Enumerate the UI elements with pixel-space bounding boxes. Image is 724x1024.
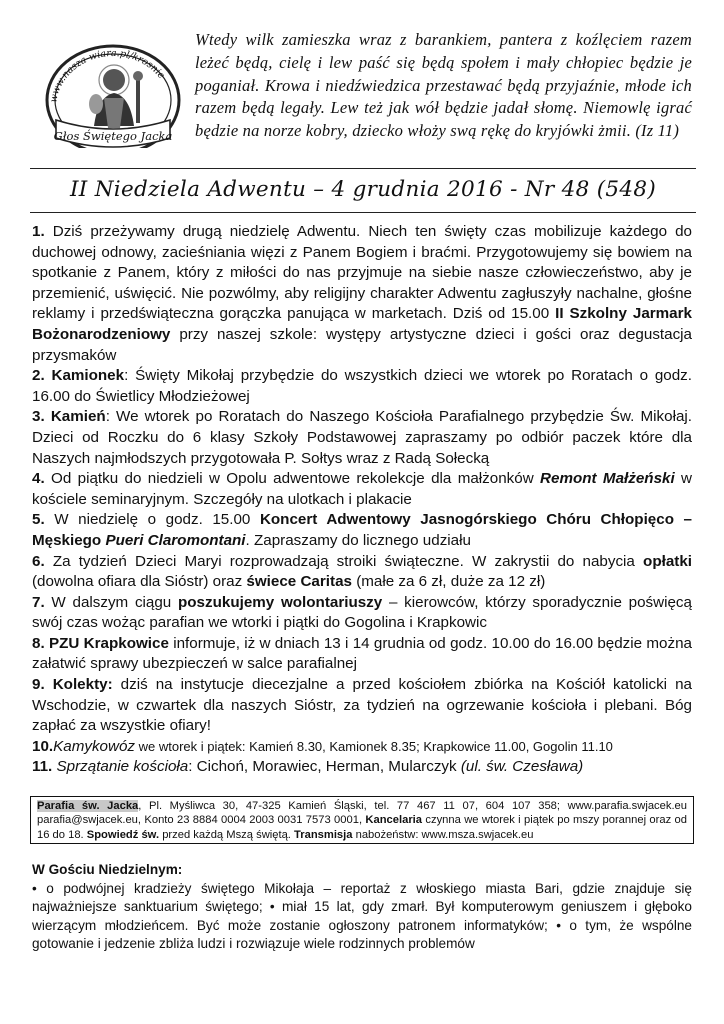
divider-top	[30, 168, 696, 169]
item-text: – kierowców, którzy sporadycznie poświęcą swój czas wożąc parafian we wtorki i piątki do Gogolina i Krapkowic	[32, 593, 692, 632]
logo-banner-text: Głos Świętego Jacka	[53, 129, 173, 143]
item-highlight: Kolekty:	[52, 676, 113, 694]
item-highlight: świece Caritas	[246, 573, 352, 591]
item-text: Od piątku do niedzieli w Opolu adwentowe rekolekcje dla małżonków	[51, 470, 541, 488]
item-text: W niedzielę o godz. 15.00	[54, 511, 260, 529]
scripture-quote: Wtedy wilk zamieszka wraz z barankiem, pantera z koźlęciem razem leżeć będą, cielę i lew paść się będą społem i mały chłopiec będzie je poganiał. Krowa i niedźwiedzica przestawać będą przyjaźnie, młode ich razem będą legały. Lew też jak wół będzie jadał słomę. Niemowlę igrać będzie na norze kobry, dziecko włoży swą rękę do kryjówki żmii. (Iz 11)	[195, 30, 692, 141]
item-number: 1.	[32, 223, 45, 240]
logo-emblem-icon	[38, 38, 188, 148]
item-text: informuje, iż w dniach 13 i 14 grudnia od godz. 10.00 do 16.00 będzie można załatwić sprawy ubezpieczeń w salce parafialnej	[32, 634, 692, 673]
announcement-item	[32, 737, 692, 758]
item-highlight: opłatki	[643, 552, 692, 570]
item-number: 10.	[32, 737, 54, 755]
item-number: 6.	[32, 552, 45, 570]
item-highlight: Kamionek	[51, 367, 125, 385]
confession-label: Spowiedź św.	[86, 828, 160, 841]
item-highlight: Koncert Adwentowy Jasnogórskiego Chóru Chłopięco – Męskiego	[32, 511, 692, 549]
announcement-item	[32, 675, 692, 737]
parish-name: Parafia św. Jacka	[37, 800, 139, 812]
office-hours: czynna we wtorek i piątek po mszy porannej oraz od 16 do 18.	[37, 814, 687, 841]
item-highlight: Remont Małżeński	[540, 470, 675, 488]
item-number: 7.	[32, 593, 45, 611]
item-text: dziś na instytucje diecezjalne a przed kościołem zbiórka na Kościół katolicki na Wschodzie, w czwartek dla naszych Sióstr, za tydzień na ogrzewanie kościoła i plebani. Bóg zapłać za wszystkie ofiary!	[32, 676, 692, 735]
item-text: Za tydzień Dzieci Maryi rozprowadzają stroiki świąteczne. W zakrystii do nabycia	[52, 552, 644, 570]
item-highlight: poszukujemy wolontariuszy	[178, 593, 383, 611]
item-text: W dalszym ciągu	[51, 593, 178, 611]
item-number: 11.	[32, 758, 53, 776]
item-text: w kościele seminaryjnym. Szczegóły na ulotkach i plakacie	[32, 470, 693, 508]
item-text: przy naszej szkole: występy artystyczne dzieci i gości oraz degustacja przysmaków	[32, 325, 692, 364]
guest-text: • o podwójnej kradzieży świętego Mikołaja – reportaż z włoskiego miasta Bari, gdzie znajduje się najważniejsze sanktuarium świętego; • miał 15 lat, gdy zmarł. Był komputerowym geniuszem i głęboko wierzącym młodzieńcem. Być może zostanie ogłoszony patronem informatyków; • o tym, że wspólne gotowanie i jedzenie zbliża ludzi i rozwiązuje wiele rodzinnych problemów	[32, 880, 692, 951]
item-highlight: Kamykowóz	[53, 737, 135, 755]
item-number: 3.	[32, 408, 45, 426]
item-text: (małe za 6 zł, duże za 12 zł)	[351, 573, 546, 591]
announcement-item	[32, 222, 692, 366]
item-text: : We wtorek po Roratach do Naszego Kościoła Parafialnego przybędzie Św. Mikołaj. Dzieci od Roczku do 6 klasy Szkoły Podstawowej zapraszamy po odbiór paczek które dla Naszych najmłodszych przygotowała P. Sołtys wraz z Radą Sołecką	[32, 408, 692, 467]
announcement-item	[32, 593, 692, 634]
item-text: : Święty Mikołaj przybędzie do wszystkich dzieci we wtorek po Roratach o godz. 16.00 do Świetlicy Młodzieżowej	[32, 367, 692, 405]
stream-label: Transmisja	[294, 828, 353, 841]
parish-address: , Pl. Myśliwca 30, 47-325 Kamień Śląski, tel. 77 467 11 07, 604 107 358; www.parafia.swjacek.eu parafia@swjacek.eu, Konto 23 8884 0004 2003 0031 7573 0001,	[37, 800, 687, 827]
item-text: : Cichoń, Morawiec, Herman, Mularczyk	[188, 758, 461, 776]
item-highlight: Pueri Claromontani	[105, 531, 246, 549]
item-text: we wtorek i piątek: Kamień 8.30, Kamionek 8.35; Krapkowice 11.00, Gogolin 11.10	[135, 738, 613, 754]
announcement-item	[32, 552, 692, 593]
item-text: Dziś przeżywamy drugą niedzielę Adwentu. Niech ten święty czas mobilizuje każdego do duchowej odnowy, zacieśniania więzi z Panem Bogiem i braćmi. Przygotowujemy się bowiem na spotkanie z Panem, który z miłości do nas przyjmuje na siebie nasze człowieczeństwo, aby je przemienić, uświęcić. Nie pozwólmy, aby religijny charakter Adwentu zagłuszyły nachalne, głośne reklamy i przedświąteczna gorączka panująca w marketach. Dziś od 15.00	[32, 223, 692, 323]
item-highlight: Sprzątanie kościoła	[56, 758, 189, 776]
bulletin-title: II Niedziela Adwentu – 4 grudnia 2016 - Nr 48 (548)	[69, 177, 657, 202]
item-number: 9.	[32, 676, 45, 694]
item-number: 2.	[32, 367, 45, 385]
announcements-list	[32, 222, 692, 778]
stream-info: nabożeństw: www.msza.swjacek.eu	[352, 828, 534, 841]
office-label: Kancelaria	[365, 814, 423, 827]
announcement-item	[32, 757, 692, 778]
announcement-item	[32, 366, 692, 407]
announcement-item	[32, 510, 692, 551]
parish-logo	[38, 38, 188, 148]
item-highlight: PZU Krapkowice	[48, 634, 169, 652]
item-number: 4.	[32, 470, 45, 488]
announcement-item	[32, 469, 692, 510]
logo-arc-text: www.nasza-wiara.pl/krosnie	[48, 47, 167, 104]
guest-section	[32, 861, 692, 954]
divider-middle	[30, 212, 696, 213]
item-highlight: (ul. św. Czesława)	[460, 758, 584, 776]
item-highlight: Kamień	[50, 408, 106, 426]
announcement-item	[32, 634, 692, 675]
item-highlight: II Szkolny Jarmark Bożonarodzeniowy	[32, 305, 692, 343]
item-text: (dowolna ofiara dla Sióstr) oraz	[32, 573, 247, 591]
guest-title: W Gościu Niedzielnym:	[32, 862, 183, 877]
parish-contact-box	[30, 796, 694, 844]
item-text: . Zapraszamy do licznego udziału	[245, 531, 471, 549]
confession-info: przed każdą Mszą świętą.	[159, 828, 295, 841]
item-number: 8.	[32, 634, 45, 652]
item-number: 5.	[32, 511, 45, 529]
announcement-item	[32, 407, 692, 469]
